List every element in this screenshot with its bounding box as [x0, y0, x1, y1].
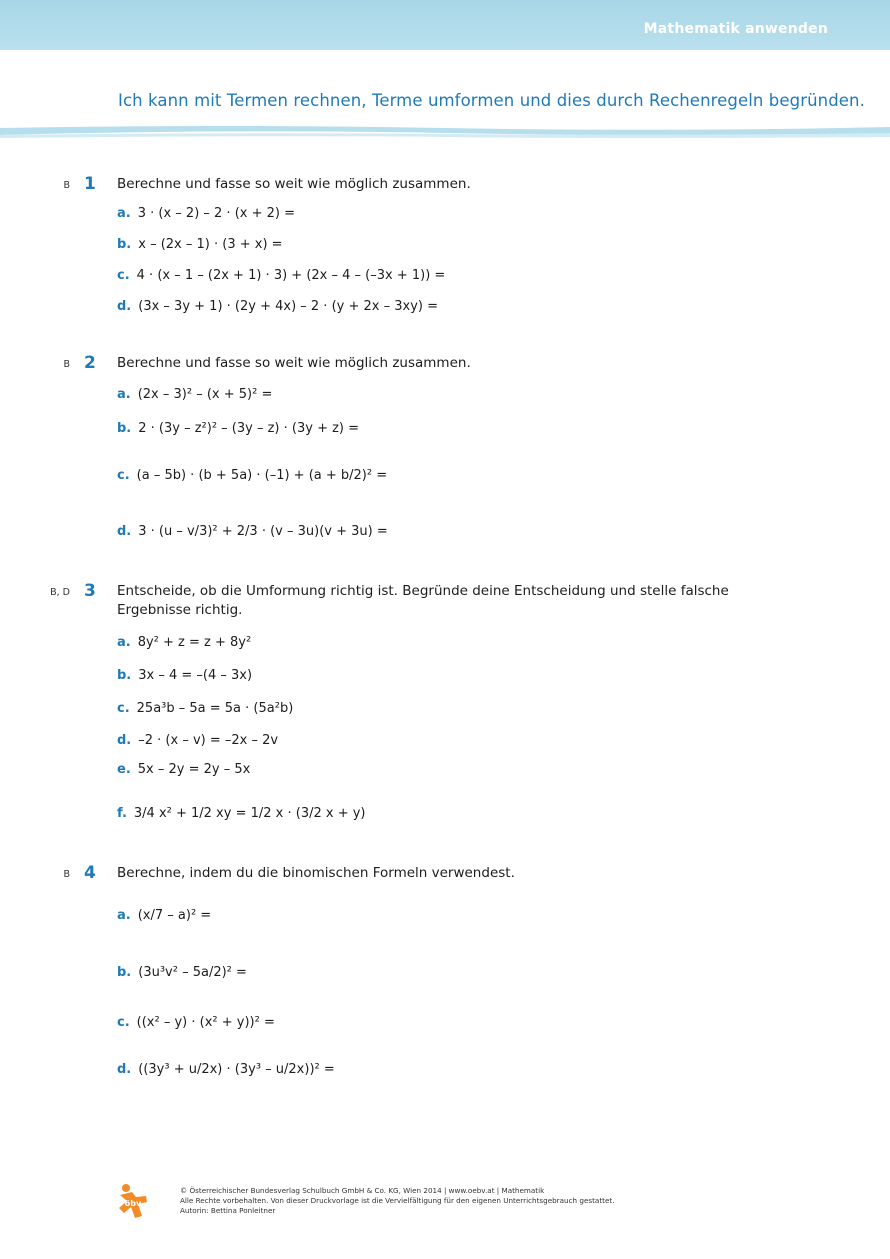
task-expression: 3 · (u – v/3)² + 2/3 · (v – 3u)(v + 3u) = — [138, 523, 388, 539]
task-letter: e. — [117, 761, 131, 777]
footer-line-2: Alle Rechte vorbehalten. Von dieser Druckvorlage ist die Vervielfältigung für den eigenen Unterrichtsgebrauch gestattet. — [180, 1196, 615, 1205]
task-letter: a. — [117, 386, 131, 402]
task-expression: 3 · (x – 2) – 2 · (x + 2) = — [137, 205, 295, 221]
section-label: Mathematik anwenden — [643, 21, 828, 37]
task-letter: b. — [117, 964, 132, 980]
task-4c — [117, 1012, 275, 1032]
task-expression: 25a³b – 5a = 5a · (5a²b) — [136, 700, 294, 716]
exercise-number: 4 — [84, 863, 96, 883]
task-expression: (2x – 3)² – (x + 5)² = — [137, 386, 273, 402]
task-2d — [117, 521, 388, 541]
task-expression: ((3y³ + u/2x) · (3y³ – u/2x))² = — [138, 1061, 335, 1077]
task-expression: 5x – 2y = 2y – 5x — [137, 761, 251, 777]
task-expression: (a – 5b) · (b + 5a) · (–1) + (a + b/2)² = — [136, 467, 388, 483]
task-letter: d. — [117, 523, 132, 539]
task-3a — [117, 632, 251, 652]
exercise-prompt: Berechne und fasse so weit wie möglich zusammen. — [117, 176, 471, 192]
task-2b — [117, 418, 359, 438]
task-3e — [117, 759, 250, 779]
task-expression: 4 · (x – 1 – (2x + 1) · 3) + (2x – 4 – (–3x + 1)) = — [136, 267, 446, 283]
task-letter: b. — [117, 420, 132, 436]
task-3c — [117, 698, 293, 718]
task-letter: b. — [117, 236, 132, 252]
wave-divider — [0, 125, 890, 139]
task-3b — [117, 665, 252, 685]
task-expression: 3x – 4 = –(4 – 3x) — [138, 667, 253, 683]
exercise-prompt: Berechne und fasse so weit wie möglich zusammen. — [117, 355, 471, 371]
task-3d — [117, 730, 278, 750]
footer-line-3: Autorin: Bettina Ponleitner — [180, 1206, 276, 1215]
exercise-category: B — [63, 869, 70, 880]
task-expression: 3/4 x² + 1/2 xy = 1/2 x · (3/2 x + y) — [133, 805, 366, 821]
task-1c — [117, 265, 445, 285]
task-2c — [117, 465, 387, 485]
task-letter: a. — [117, 907, 131, 923]
task-4a — [117, 905, 211, 925]
exercise-prompt: Entscheide, ob die Umformung richtig ist. Begründe deine Entscheidung und stelle falsche Ergebnisse richtig. — [117, 583, 729, 618]
task-2a — [117, 384, 272, 404]
task-1b — [117, 234, 283, 254]
task-4b — [117, 962, 247, 982]
task-expression: 2 · (3y – z²)² – (3y – z) · (3y + z) = — [138, 420, 360, 436]
task-letter: f. — [117, 805, 127, 821]
page-title: Ich kann mit Termen rechnen, Terme umformen und dies durch Rechenregeln begründen. — [118, 91, 865, 110]
exercise-number: 1 — [84, 174, 96, 194]
task-expression: 8y² + z = z + 8y² — [137, 634, 252, 650]
task-expression: ((x² – y) · (x² + y))² = — [136, 1014, 275, 1030]
oebv-logo-icon — [116, 1183, 150, 1219]
header-band — [0, 0, 890, 50]
task-letter: c. — [117, 1014, 130, 1030]
footer-line-1: © Österreichischer Bundesverlag Schulbuch GmbH & Co. KG, Wien 2014 | www.oebv.at | Mathematik — [180, 1186, 545, 1195]
task-expression: (3u³v² – 5a/2)² = — [138, 964, 247, 980]
exercise-number: 3 — [84, 581, 96, 601]
task-letter: c. — [117, 267, 130, 283]
task-expression: (3x – 3y + 1) · (2y + 4x) – 2 · (y + 2x – 3xy) = — [138, 298, 438, 314]
exercise-prompt: Berechne, indem du die binomischen Formeln verwendest. — [117, 865, 515, 881]
task-letter: a. — [117, 205, 131, 221]
task-expression: –2 · (x – v) = –2x – 2v — [138, 732, 279, 748]
task-letter: d. — [117, 1061, 132, 1077]
task-letter: a. — [117, 634, 131, 650]
task-1a — [117, 203, 295, 223]
exercise-number: 2 — [84, 353, 96, 373]
task-letter: c. — [117, 467, 130, 483]
task-letter: c. — [117, 700, 130, 716]
task-letter: b. — [117, 667, 132, 683]
task-1d — [117, 296, 438, 316]
task-expression: x – (2x – 1) · (3 + x) = — [138, 236, 283, 252]
exercise-category: B, D — [50, 587, 70, 598]
task-letter: d. — [117, 732, 132, 748]
task-letter: d. — [117, 298, 132, 314]
exercise-category: B — [63, 180, 70, 191]
exercise-category: B — [63, 359, 70, 370]
task-4d — [117, 1059, 335, 1079]
task-3f — [117, 803, 366, 823]
footer-copyright — [180, 1186, 615, 1216]
task-expression: (x/7 – a)² = — [137, 907, 212, 923]
logo-text: öbv — [124, 1199, 142, 1208]
